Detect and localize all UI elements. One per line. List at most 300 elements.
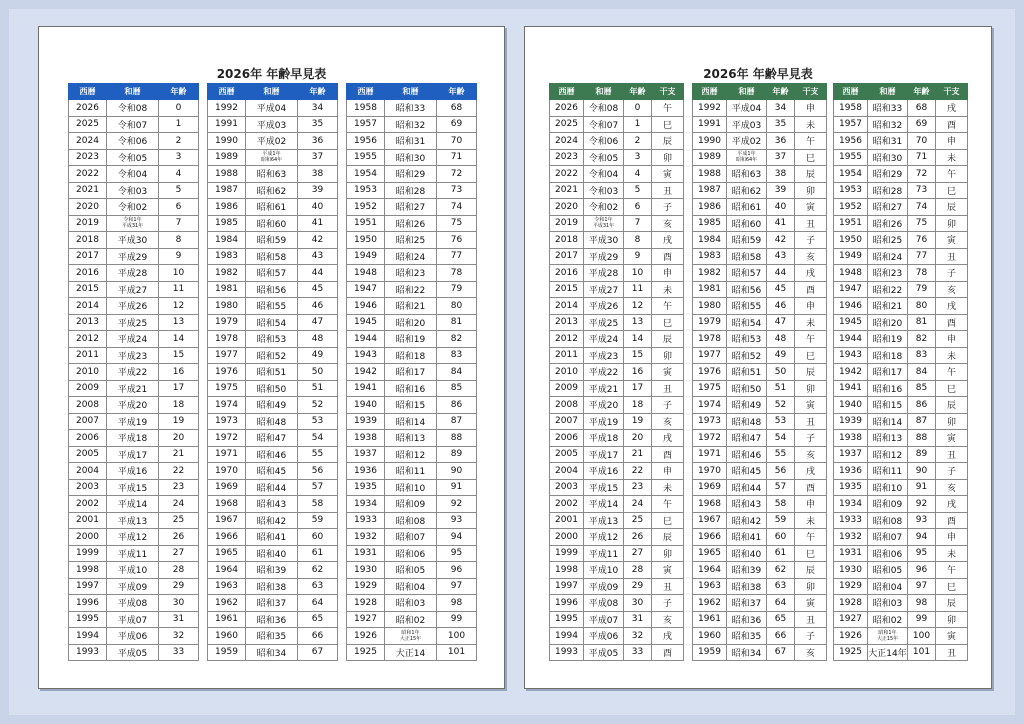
age-cell: 47 bbox=[298, 314, 338, 331]
table-row bbox=[834, 628, 968, 645]
era-cell: 平成04 bbox=[727, 100, 767, 117]
era-cell: 昭和55 bbox=[246, 298, 298, 315]
year-cell: 1953 bbox=[347, 182, 385, 199]
table-row bbox=[550, 578, 684, 595]
table-row bbox=[347, 149, 477, 166]
age-cell: 29 bbox=[159, 578, 199, 595]
zodiac-cell: 子 bbox=[936, 463, 968, 480]
year-cell: 2012 bbox=[69, 331, 107, 348]
year-cell: 2011 bbox=[69, 347, 107, 364]
year-cell: 1966 bbox=[693, 529, 727, 546]
year-cell: 1978 bbox=[208, 331, 246, 348]
age-cell: 28 bbox=[159, 562, 199, 579]
table-row bbox=[693, 100, 827, 117]
age-cell: 48 bbox=[767, 331, 795, 348]
table-row bbox=[69, 397, 199, 414]
table-row bbox=[347, 265, 477, 282]
era-cell: 昭和20 bbox=[385, 314, 437, 331]
year-cell: 1965 bbox=[208, 545, 246, 562]
age-cell: 93 bbox=[437, 512, 477, 529]
era-cell: 昭和10 bbox=[385, 479, 437, 496]
era-cell: 令和04 bbox=[107, 166, 159, 183]
table-row bbox=[347, 611, 477, 628]
year-header: 西暦 bbox=[347, 84, 385, 100]
zodiac-cell: 巳 bbox=[795, 347, 827, 364]
era-cell: 昭和63 bbox=[246, 166, 298, 183]
year-cell: 1969 bbox=[693, 479, 727, 496]
age-header: 年齢 bbox=[437, 84, 477, 100]
era-cell: 昭和40 bbox=[727, 545, 767, 562]
age-cell: 88 bbox=[437, 430, 477, 447]
age-cell: 10 bbox=[159, 265, 199, 282]
age-cell: 25 bbox=[159, 512, 199, 529]
age-cell: 30 bbox=[159, 595, 199, 612]
year-cell: 2020 bbox=[69, 199, 107, 216]
age-cell: 31 bbox=[624, 611, 652, 628]
era-cell: 平成10 bbox=[584, 562, 624, 579]
year-cell: 1964 bbox=[208, 562, 246, 579]
table-row bbox=[347, 479, 477, 496]
year-cell: 2012 bbox=[550, 331, 584, 348]
table-row bbox=[69, 215, 199, 232]
age-cell: 33 bbox=[624, 644, 652, 661]
table-row bbox=[693, 265, 827, 282]
table-row bbox=[550, 463, 684, 480]
year-cell: 2004 bbox=[69, 463, 107, 480]
year-cell: 1976 bbox=[693, 364, 727, 381]
era-cell: 昭和43 bbox=[727, 496, 767, 513]
age-cell: 100 bbox=[437, 628, 477, 645]
year-cell: 1998 bbox=[69, 562, 107, 579]
age-cell: 44 bbox=[767, 265, 795, 282]
age-cell: 82 bbox=[908, 331, 936, 348]
year-cell: 1980 bbox=[208, 298, 246, 315]
year-cell: 1972 bbox=[693, 430, 727, 447]
age-cell: 4 bbox=[624, 166, 652, 183]
age-cell: 56 bbox=[767, 463, 795, 480]
age-cell: 23 bbox=[624, 479, 652, 496]
table-row bbox=[347, 446, 477, 463]
table-row bbox=[69, 496, 199, 513]
era-cell: 昭和54 bbox=[727, 314, 767, 331]
zodiac-cell: 卯 bbox=[795, 380, 827, 397]
year-cell: 1997 bbox=[550, 578, 584, 595]
zodiac-cell: 辰 bbox=[652, 133, 684, 150]
table-row bbox=[69, 545, 199, 562]
year-header: 西暦 bbox=[69, 84, 107, 100]
age-cell: 12 bbox=[159, 298, 199, 315]
era-header: 和暦 bbox=[584, 84, 624, 100]
era-cell: 昭和06 bbox=[385, 545, 437, 562]
era-cell: 昭和49 bbox=[246, 397, 298, 414]
year-cell: 1990 bbox=[208, 133, 246, 150]
age-cell: 53 bbox=[767, 413, 795, 430]
year-cell: 1941 bbox=[347, 380, 385, 397]
table-row bbox=[208, 347, 338, 364]
table-row bbox=[347, 281, 477, 298]
era-cell: 昭和56 bbox=[246, 281, 298, 298]
year-cell: 1988 bbox=[693, 166, 727, 183]
table-row bbox=[347, 116, 477, 133]
era-cell: 昭和18 bbox=[385, 347, 437, 364]
age-cell: 68 bbox=[908, 100, 936, 117]
table-row bbox=[550, 298, 684, 315]
age-cell: 80 bbox=[908, 298, 936, 315]
era-cell: 昭和63 bbox=[727, 166, 767, 183]
zodiac-cell: 丑 bbox=[936, 446, 968, 463]
zodiac-cell: 申 bbox=[795, 100, 827, 117]
year-cell: 1952 bbox=[834, 199, 868, 216]
year-cell: 1978 bbox=[693, 331, 727, 348]
era-cell: 平成18 bbox=[107, 430, 159, 447]
table-row bbox=[693, 578, 827, 595]
year-cell: 1933 bbox=[834, 512, 868, 529]
age-cell: 89 bbox=[437, 446, 477, 463]
table-row bbox=[834, 166, 968, 183]
era-cell: 令和08 bbox=[584, 100, 624, 117]
era-cell: 平成10 bbox=[107, 562, 159, 579]
era-cell: 令和1年 平成31年 bbox=[584, 215, 624, 232]
year-cell: 1959 bbox=[693, 644, 727, 661]
table-row bbox=[347, 463, 477, 480]
era-cell: 昭和07 bbox=[868, 529, 908, 546]
era-cell: 昭和30 bbox=[868, 149, 908, 166]
zodiac-cell: 巳 bbox=[795, 545, 827, 562]
year-cell: 1958 bbox=[834, 100, 868, 117]
table-row bbox=[347, 232, 477, 249]
year-cell: 1949 bbox=[834, 248, 868, 265]
table-row bbox=[347, 182, 477, 199]
year-cell: 1948 bbox=[347, 265, 385, 282]
zodiac-cell: 丑 bbox=[652, 182, 684, 199]
table-row bbox=[550, 265, 684, 282]
age-cell: 74 bbox=[437, 199, 477, 216]
era-cell: 平成16 bbox=[584, 463, 624, 480]
era-cell: 昭和37 bbox=[246, 595, 298, 612]
age-cell: 49 bbox=[298, 347, 338, 364]
year-cell: 2009 bbox=[69, 380, 107, 397]
year-cell: 1975 bbox=[693, 380, 727, 397]
era-cell: 昭和27 bbox=[385, 199, 437, 216]
year-cell: 1993 bbox=[69, 644, 107, 661]
table-row bbox=[69, 116, 199, 133]
era-cell: 昭和04 bbox=[868, 578, 908, 595]
age-cell: 27 bbox=[624, 545, 652, 562]
year-header: 西暦 bbox=[834, 84, 868, 100]
zodiac-cell: 卯 bbox=[652, 545, 684, 562]
age-cell: 87 bbox=[437, 413, 477, 430]
age-cell: 30 bbox=[624, 595, 652, 612]
zodiac-cell: 午 bbox=[652, 298, 684, 315]
era-cell: 昭和05 bbox=[868, 562, 908, 579]
table-row bbox=[208, 512, 338, 529]
table-row bbox=[208, 314, 338, 331]
era-cell: 昭和42 bbox=[727, 512, 767, 529]
era-cell: 昭和52 bbox=[246, 347, 298, 364]
year-cell: 1999 bbox=[550, 545, 584, 562]
zodiac-cell: 戌 bbox=[936, 298, 968, 315]
era-cell: 昭和23 bbox=[385, 265, 437, 282]
year-cell: 2006 bbox=[69, 430, 107, 447]
table-row bbox=[550, 380, 684, 397]
age-cell: 53 bbox=[298, 413, 338, 430]
age-cell: 79 bbox=[437, 281, 477, 298]
year-cell: 2002 bbox=[69, 496, 107, 513]
age-cell: 63 bbox=[298, 578, 338, 595]
era-cell: 昭和1年 大正15年 bbox=[385, 628, 437, 645]
page-title: 2026年 年齢早見表 bbox=[216, 67, 327, 81]
year-cell: 1935 bbox=[834, 479, 868, 496]
zodiac-cell: 申 bbox=[936, 331, 968, 348]
age-cell: 90 bbox=[908, 463, 936, 480]
table-row bbox=[208, 116, 338, 133]
zodiac-cell: 辰 bbox=[652, 529, 684, 546]
table-row bbox=[69, 413, 199, 430]
year-cell: 1934 bbox=[347, 496, 385, 513]
age-cell: 4 bbox=[159, 166, 199, 183]
age-cell: 9 bbox=[159, 248, 199, 265]
zodiac-cell: 巳 bbox=[795, 149, 827, 166]
era-cell: 平成19 bbox=[584, 413, 624, 430]
table-row bbox=[834, 347, 968, 364]
table-row bbox=[693, 331, 827, 348]
era-cell: 平成03 bbox=[246, 116, 298, 133]
year-cell: 2002 bbox=[550, 496, 584, 513]
year-cell: 2021 bbox=[550, 182, 584, 199]
age-cell: 72 bbox=[908, 166, 936, 183]
zodiac-cell: 子 bbox=[795, 430, 827, 447]
zodiac-cell: 申 bbox=[795, 496, 827, 513]
era-cell: 昭和39 bbox=[246, 562, 298, 579]
era-cell: 昭和50 bbox=[727, 380, 767, 397]
table-row bbox=[69, 611, 199, 628]
table-row bbox=[550, 232, 684, 249]
zodiac-cell: 酉 bbox=[795, 281, 827, 298]
table-row bbox=[69, 578, 199, 595]
era-cell: 平成06 bbox=[107, 628, 159, 645]
table-row bbox=[550, 215, 684, 232]
year-cell: 1996 bbox=[69, 595, 107, 612]
age-table-3 bbox=[346, 83, 477, 661]
era-cell: 平成21 bbox=[107, 380, 159, 397]
era-cell: 昭和16 bbox=[868, 380, 908, 397]
era-cell: 令和05 bbox=[584, 149, 624, 166]
year-cell: 2005 bbox=[69, 446, 107, 463]
year-cell: 1972 bbox=[208, 430, 246, 447]
year-cell: 1988 bbox=[208, 166, 246, 183]
table-row bbox=[693, 463, 827, 480]
era-header: 和暦 bbox=[246, 84, 298, 100]
age-cell: 79 bbox=[908, 281, 936, 298]
zodiac-cell: 午 bbox=[795, 133, 827, 150]
table-row bbox=[69, 133, 199, 150]
age-cell: 57 bbox=[767, 479, 795, 496]
year-cell: 1966 bbox=[208, 529, 246, 546]
year-header: 西暦 bbox=[550, 84, 584, 100]
era-cell: 昭和06 bbox=[868, 545, 908, 562]
table-row bbox=[208, 182, 338, 199]
year-cell: 2015 bbox=[550, 281, 584, 298]
table-row bbox=[693, 611, 827, 628]
age-cell: 88 bbox=[908, 430, 936, 447]
zodiac-cell: 戌 bbox=[936, 496, 968, 513]
zodiac-cell: 巳 bbox=[936, 578, 968, 595]
table-row bbox=[69, 644, 199, 661]
year-cell: 1977 bbox=[208, 347, 246, 364]
era-cell: 昭和1年 大正15年 bbox=[868, 628, 908, 645]
year-cell: 1995 bbox=[69, 611, 107, 628]
table-row bbox=[550, 347, 684, 364]
table-row bbox=[693, 446, 827, 463]
year-cell: 2003 bbox=[550, 479, 584, 496]
table-row bbox=[347, 628, 477, 645]
year-cell: 1943 bbox=[347, 347, 385, 364]
year-cell: 2003 bbox=[69, 479, 107, 496]
year-cell: 1963 bbox=[208, 578, 246, 595]
era-cell: 平成28 bbox=[584, 265, 624, 282]
age-cell: 19 bbox=[624, 413, 652, 430]
table-row bbox=[693, 232, 827, 249]
age-cell: 38 bbox=[298, 166, 338, 183]
age-cell: 45 bbox=[767, 281, 795, 298]
year-cell: 1960 bbox=[693, 628, 727, 645]
era-cell: 令和06 bbox=[584, 133, 624, 150]
age-cell: 52 bbox=[298, 397, 338, 414]
year-cell: 2022 bbox=[550, 166, 584, 183]
age-cell: 69 bbox=[908, 116, 936, 133]
table-row bbox=[834, 380, 968, 397]
year-cell: 2023 bbox=[69, 149, 107, 166]
zodiac-cell: 酉 bbox=[652, 248, 684, 265]
age-cell: 95 bbox=[437, 545, 477, 562]
era-cell: 昭和10 bbox=[868, 479, 908, 496]
page-title: 2026年 年齢早見表 bbox=[703, 67, 813, 81]
age-cell: 77 bbox=[908, 248, 936, 265]
era-cell: 昭和57 bbox=[246, 265, 298, 282]
era-cell: 昭和53 bbox=[246, 331, 298, 348]
table-row bbox=[69, 512, 199, 529]
table-row bbox=[834, 644, 968, 661]
year-cell: 1979 bbox=[208, 314, 246, 331]
table-row bbox=[693, 628, 827, 645]
era-cell: 昭和44 bbox=[246, 479, 298, 496]
age-cell: 32 bbox=[624, 628, 652, 645]
zodiac-cell: 亥 bbox=[795, 248, 827, 265]
era-cell: 昭和58 bbox=[246, 248, 298, 265]
era-cell: 昭和17 bbox=[385, 364, 437, 381]
age-cell: 52 bbox=[767, 397, 795, 414]
age-cell: 64 bbox=[767, 595, 795, 612]
table-row bbox=[69, 182, 199, 199]
era-cell: 平成28 bbox=[107, 265, 159, 282]
age-cell: 84 bbox=[908, 364, 936, 381]
table-row bbox=[69, 232, 199, 249]
table-row bbox=[834, 512, 968, 529]
year-cell: 1977 bbox=[693, 347, 727, 364]
zodiac-cell: 丑 bbox=[652, 578, 684, 595]
age-cell: 2 bbox=[159, 133, 199, 150]
era-cell: 平成13 bbox=[584, 512, 624, 529]
table-row bbox=[834, 232, 968, 249]
age-cell: 49 bbox=[767, 347, 795, 364]
age-cell: 82 bbox=[437, 331, 477, 348]
table-row bbox=[550, 529, 684, 546]
era-cell: 平成14 bbox=[584, 496, 624, 513]
year-cell: 1974 bbox=[208, 397, 246, 414]
era-cell: 平成27 bbox=[107, 281, 159, 298]
zodiac-cell: 午 bbox=[936, 562, 968, 579]
header-row bbox=[550, 84, 684, 100]
era-cell: 昭和36 bbox=[727, 611, 767, 628]
table-row bbox=[550, 314, 684, 331]
year-cell: 1959 bbox=[208, 644, 246, 661]
year-cell: 1942 bbox=[347, 364, 385, 381]
table-row bbox=[69, 628, 199, 645]
age-cell: 22 bbox=[624, 463, 652, 480]
era-cell: 昭和27 bbox=[868, 199, 908, 216]
table-row bbox=[693, 133, 827, 150]
age-cell: 91 bbox=[908, 479, 936, 496]
age-cell: 83 bbox=[908, 347, 936, 364]
zodiac-cell: 寅 bbox=[936, 232, 968, 249]
table-row bbox=[693, 397, 827, 414]
age-cell: 80 bbox=[437, 298, 477, 315]
table-row bbox=[69, 364, 199, 381]
era-cell: 昭和12 bbox=[385, 446, 437, 463]
year-cell: 1969 bbox=[208, 479, 246, 496]
table-row bbox=[693, 347, 827, 364]
era-cell: 昭和35 bbox=[727, 628, 767, 645]
era-cell: 昭和18 bbox=[868, 347, 908, 364]
table-row bbox=[208, 133, 338, 150]
year-cell: 1933 bbox=[347, 512, 385, 529]
era-cell: 昭和25 bbox=[385, 232, 437, 249]
table-row bbox=[834, 100, 968, 117]
age-header: 年齢 bbox=[159, 84, 199, 100]
age-cell: 92 bbox=[908, 496, 936, 513]
table-row bbox=[550, 413, 684, 430]
age-cell: 87 bbox=[908, 413, 936, 430]
age-cell: 93 bbox=[908, 512, 936, 529]
year-cell: 1986 bbox=[693, 199, 727, 216]
era-cell: 昭和21 bbox=[868, 298, 908, 315]
table-row bbox=[550, 479, 684, 496]
era-cell: 平成17 bbox=[107, 446, 159, 463]
age-cell: 13 bbox=[624, 314, 652, 331]
era-cell: 平成29 bbox=[107, 248, 159, 265]
zodiac-cell: 午 bbox=[652, 100, 684, 117]
age-cell: 47 bbox=[767, 314, 795, 331]
age-cell: 60 bbox=[767, 529, 795, 546]
zodiac-cell: 亥 bbox=[936, 281, 968, 298]
era-cell: 昭和05 bbox=[385, 562, 437, 579]
era-cell: 昭和46 bbox=[246, 446, 298, 463]
age-cell: 28 bbox=[624, 562, 652, 579]
year-cell: 1948 bbox=[834, 265, 868, 282]
year-cell: 1982 bbox=[208, 265, 246, 282]
era-cell: 昭和14 bbox=[868, 413, 908, 430]
age-header: 年齢 bbox=[908, 84, 936, 100]
age-cell: 0 bbox=[624, 100, 652, 117]
age-cell: 42 bbox=[298, 232, 338, 249]
year-cell: 1944 bbox=[834, 331, 868, 348]
era-cell: 平成22 bbox=[584, 364, 624, 381]
age-cell: 41 bbox=[298, 215, 338, 232]
era-cell: 昭和45 bbox=[727, 463, 767, 480]
age-cell: 38 bbox=[767, 166, 795, 183]
table-row bbox=[693, 380, 827, 397]
year-cell: 1956 bbox=[347, 133, 385, 150]
